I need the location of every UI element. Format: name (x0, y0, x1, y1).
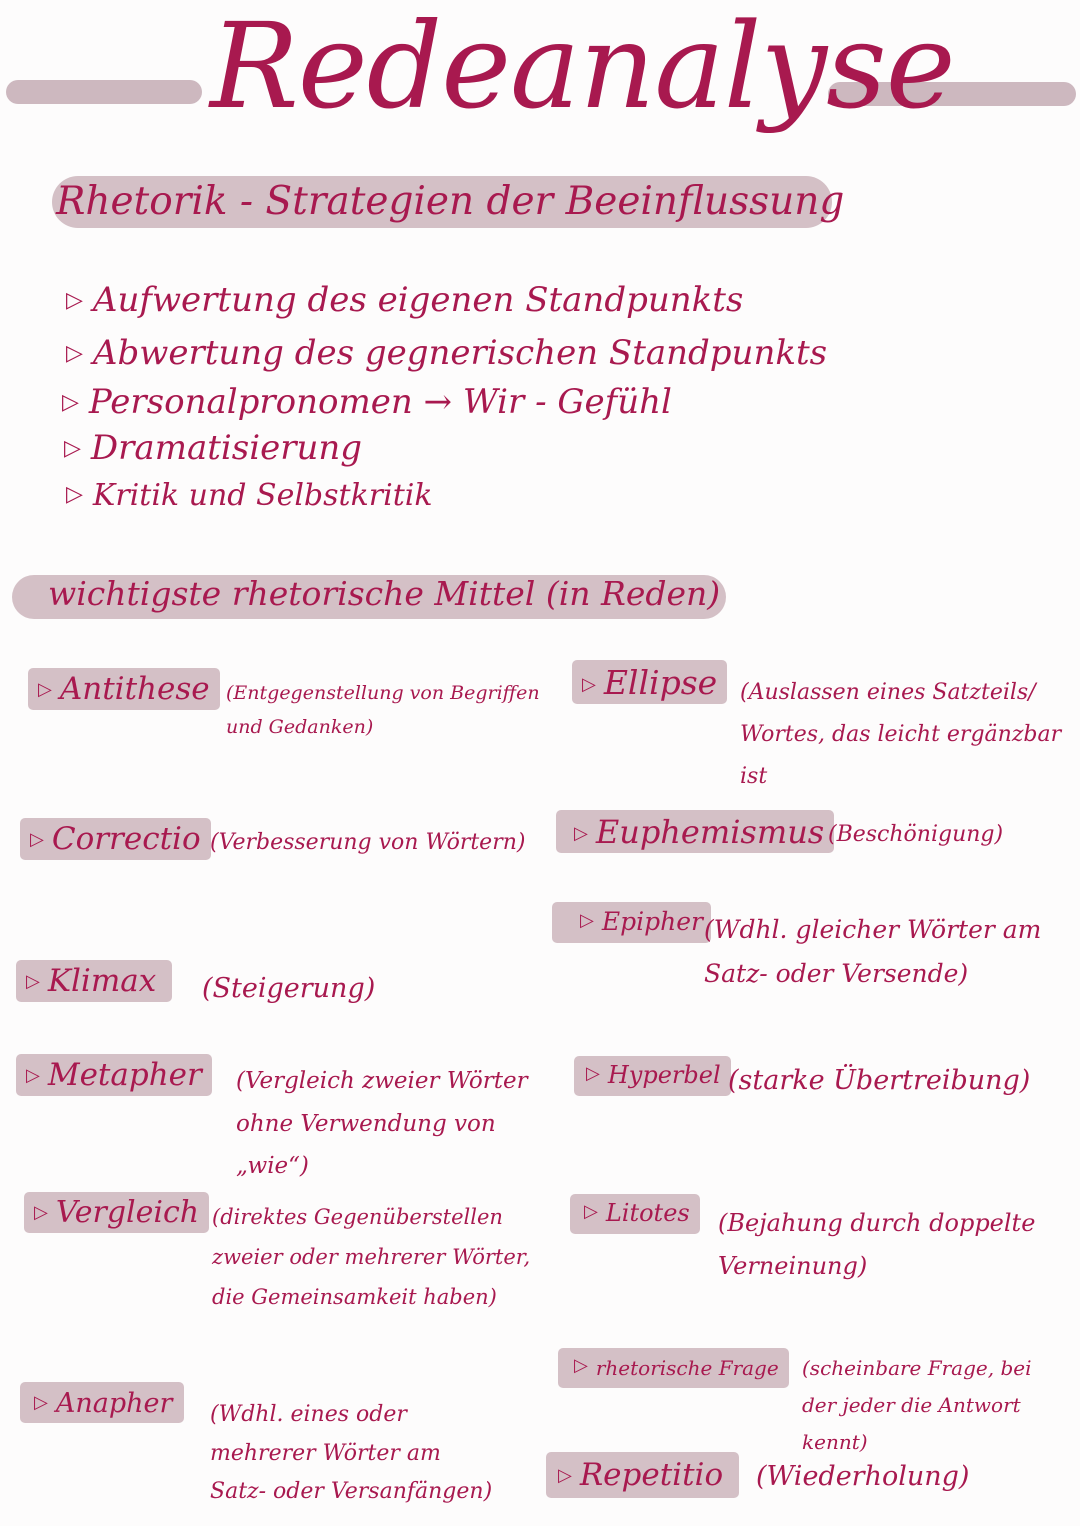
list-item: ▷ Abwertung des gegnerischen Standpunkts (66, 333, 828, 373)
term-ellipse: ▷ Ellipse (572, 660, 727, 704)
definition-ellipse: (Auslassen eines Satzteils/ Wortes, das leicht ergänzbar ist (740, 680, 1062, 789)
definition-metapher: (Vergleich zweier Wörter ohne Verwendung von „wie“) (236, 1068, 528, 1180)
triangle-right-icon: ▷ (30, 829, 44, 850)
term-antithese: ▷ Antithese (28, 668, 220, 710)
triangle-right-icon: ▷ (64, 436, 81, 461)
triangle-right-icon: ▷ (34, 1392, 48, 1413)
term-metapher: ▷ Metapher (16, 1054, 212, 1096)
page-title: Redeanalyse (210, 0, 955, 135)
definition-repetitio: (Wiederholung) (756, 1461, 970, 1492)
definition-rhetorische-frage: (scheinbare Frage, bei der jeder die Antwort kennt) (802, 1356, 1032, 1454)
term-rhetorische-frage: ▷ rhetorische Frage (558, 1348, 789, 1388)
triangle-right-icon: ▷ (586, 1063, 600, 1084)
list-item: ▷ Dramatisierung (64, 428, 363, 468)
triangle-right-icon: ▷ (574, 823, 588, 844)
triangle-right-icon: ▷ (26, 971, 40, 992)
definition-anapher: (Wdhl. eines oder mehrerer Wörter am Satz- oder Versanfängen) (210, 1402, 493, 1504)
triangle-right-icon: ▷ (582, 674, 596, 695)
definition-epipher: (Wdhl. gleicher Wörter am Satz- oder Versende) (704, 915, 1042, 988)
term-litotes: ▷ Litotes (570, 1194, 700, 1234)
section2-heading: wichtigste rhetorische Mittel (in Reden) (48, 574, 721, 613)
list-item: ▷ Kritik und Selbstkritik (66, 478, 433, 513)
definition-euphemismus: (Beschönigung) (828, 822, 1004, 847)
term-hyperbel: ▷ Hyperbel (574, 1056, 731, 1096)
triangle-right-icon: ▷ (66, 482, 83, 507)
triangle-right-icon: ▷ (580, 910, 594, 931)
term-anapher: ▷ Anapher (20, 1382, 184, 1423)
triangle-right-icon: ▷ (558, 1465, 572, 1486)
triangle-right-icon: ▷ (584, 1201, 598, 1222)
list-item: ▷ Personalpronomen → Wir - Gefühl (62, 382, 672, 422)
triangle-right-icon: ▷ (66, 341, 83, 366)
definition-vergleich: (direktes Gegenüberstellen zweier oder mehrerer Wörter, die Gemeinsamkeit haben) (212, 1205, 531, 1309)
triangle-right-icon: ▷ (26, 1065, 40, 1086)
definition-correctio: (Verbesserung von Wörtern) (210, 830, 526, 855)
triangle-right-icon: ▷ (574, 1355, 588, 1376)
list-item: ▷ Aufwertung des eigenen Standpunkts (66, 280, 744, 320)
term-epipher: ▷ Epipher (552, 902, 711, 943)
definition-litotes: (Bejahung durch doppelte Verneinung) (718, 1209, 1036, 1281)
triangle-right-icon: ▷ (66, 288, 83, 313)
term-euphemismus: ▷ Euphemismus (556, 810, 834, 853)
definition-hyperbel: (starke Übertreibung) (728, 1065, 1031, 1096)
definition-klimax: (Steigerung) (202, 973, 376, 1004)
triangle-right-icon: ▷ (38, 679, 52, 700)
term-repetitio: ▷ Repetitio (546, 1452, 739, 1498)
definition-antithese: (Entgegenstellung von Begriffen und Gedanken) (226, 682, 540, 739)
section1-heading: Rhetorik - Strategien der Beeinflussung (56, 179, 845, 224)
term-correctio: ▷ Correctio (20, 818, 211, 860)
term-klimax: ▷ Klimax (16, 960, 172, 1002)
triangle-right-icon: ▷ (62, 390, 79, 415)
title-rule-left (6, 80, 202, 104)
term-vergleich: ▷ Vergleich (24, 1192, 209, 1233)
triangle-right-icon: ▷ (34, 1202, 48, 1223)
